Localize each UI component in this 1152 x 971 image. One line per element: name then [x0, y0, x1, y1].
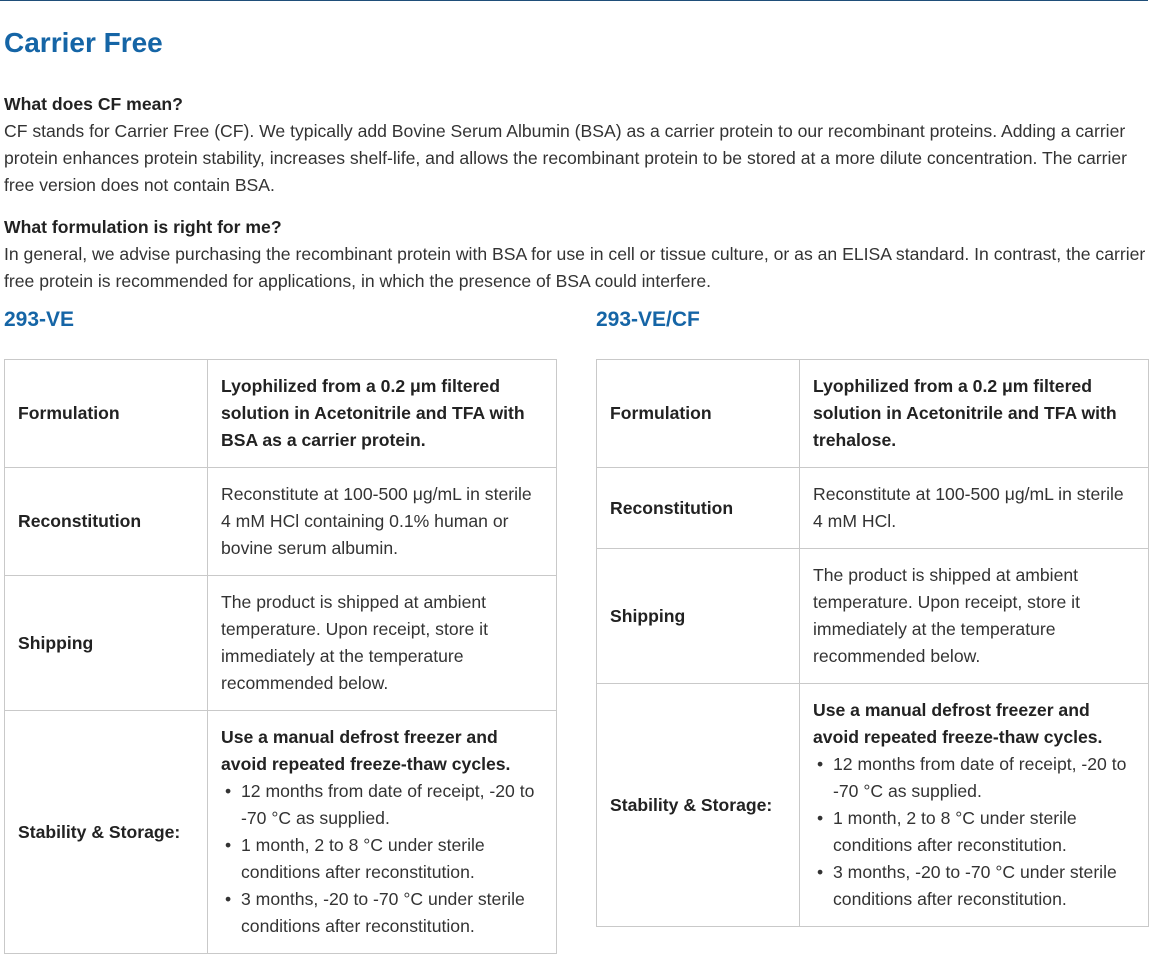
spec-table-bsa — [4, 359, 557, 954]
faq-cf-meaning — [4, 91, 1146, 199]
reconstitution-value: Reconstitute at 100-500 μg/mL in sterile 4 mM HCl. — [800, 468, 1149, 549]
storage-note: Use a manual defrost freezer and avoid repeated freeze-thaw cycles. — [221, 727, 511, 774]
reconstitution-value: Reconstitute at 100-500 μg/mL in sterile 4 mM HCl containing 0.1% human or bovine serum albumin. — [208, 468, 557, 576]
shipping-label: Shipping — [5, 576, 208, 711]
spec-table-cf — [596, 359, 1149, 927]
row-shipping — [597, 549, 1149, 684]
list-item: • 1 month, 2 to 8 °C under sterile conditions after reconstitution. — [241, 832, 543, 886]
top-divider — [0, 0, 1148, 1]
shipping-value: The product is shipped at ambient temperature. Upon receipt, store it immediately at the temperature recommended below. — [208, 576, 557, 711]
row-reconstitution — [5, 468, 557, 576]
faq-answer: In general, we advise purchasing the recombinant protein with BSA for use in cell or tissue culture, or as an ELISA standard. In contrast, the carrier free protein is recommended for applications, in which the presence of BSA could interfere. — [4, 244, 1146, 291]
storage-value — [800, 684, 1149, 927]
faq-formulation-choice — [4, 214, 1146, 295]
product-title-cf: 293-VE/CF — [596, 308, 700, 331]
formulation-value: Lyophilized from a 0.2 μm filtered solution in Acetonitrile and TFA with BSA as a carrier protein. — [208, 360, 557, 468]
page-title: Carrier Free — [4, 27, 163, 58]
storage-value — [208, 711, 557, 954]
list-item: • 12 months from date of receipt, -20 to -70 °C as supplied. — [241, 778, 543, 832]
formulation-value: Lyophilized from a 0.2 μm filtered solution in Acetonitrile and TFA with trehalose. — [800, 360, 1149, 468]
list-item: • 12 months from date of receipt, -20 to -70 °C as supplied. — [833, 751, 1135, 805]
reconstitution-label: Reconstitution — [597, 468, 800, 549]
storage-label: Stability & Storage: — [597, 684, 800, 927]
row-reconstitution — [597, 468, 1149, 549]
storage-list — [813, 751, 1135, 913]
shipping-label: Shipping — [597, 549, 800, 684]
reconstitution-label: Reconstitution — [5, 468, 208, 576]
list-item: • 3 months, -20 to -70 °C under sterile conditions after reconstitution. — [833, 859, 1135, 913]
storage-note: Use a manual defrost freezer and avoid repeated freeze-thaw cycles. — [813, 700, 1103, 747]
list-item: • 1 month, 2 to 8 °C under sterile conditions after reconstitution. — [833, 805, 1135, 859]
faq-question: What formulation is right for me? — [4, 217, 282, 237]
faq-answer: CF stands for Carrier Free (CF). We typically add Bovine Serum Albumin (BSA) as a carrier protein to our recombinant proteins. Adding a carrier protein enhances protein stability, increases shelf-life, and allows the recombinant protein to be stored at a more dilute concentration. The carrier free version does not contain BSA. — [4, 121, 1128, 195]
row-storage — [5, 711, 557, 954]
faq-question: What does CF mean? — [4, 94, 183, 114]
row-shipping — [5, 576, 557, 711]
list-item: • 3 months, -20 to -70 °C under sterile conditions after reconstitution. — [241, 886, 543, 940]
storage-label: Stability & Storage: — [5, 711, 208, 954]
formulation-label: Formulation — [5, 360, 208, 468]
row-formulation — [597, 360, 1149, 468]
formulation-label: Formulation — [597, 360, 800, 468]
shipping-value: The product is shipped at ambient temperature. Upon receipt, store it immediately at the temperature recommended below. — [800, 549, 1149, 684]
row-storage — [597, 684, 1149, 927]
storage-list — [221, 778, 543, 940]
row-formulation — [5, 360, 557, 468]
product-title-bsa: 293-VE — [4, 308, 75, 331]
